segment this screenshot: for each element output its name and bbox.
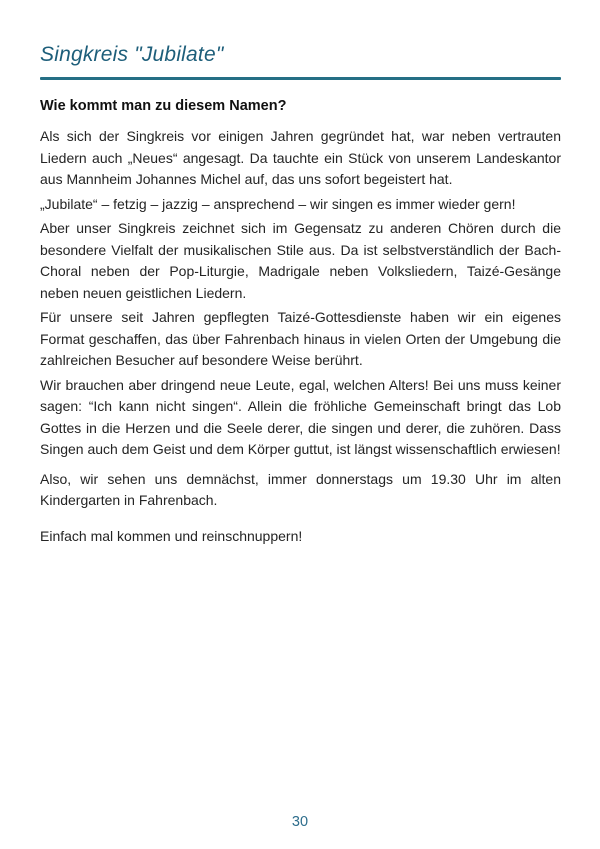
- page-title: Singkreis "Jubilate": [40, 43, 224, 66]
- page-footer: [0, 813, 600, 831]
- paragraph-meeting-time: Also, wir sehen uns demnächst, immer donnerstags um 19.30 Uhr im alten Kindergarten in Fahrenbach.: [40, 470, 561, 508]
- paragraph-new-members: Wir brauchen aber dringend neue Leute, egal, welchen Alters! Bei uns muss keiner sagen: “Ich kann nicht singen“. Allein die fröhliche Gemeinschaft bringt das Lob Gottes in die Herzen und die Seele derer, die singen und derer, die zuhören. Dass Singen auch dem Geist und dem Körper guttut, ist längst wissenschaftlich erwiesen!: [40, 376, 561, 457]
- paragraph-founding: Als sich der Singkreis vor einigen Jahren gegründet hat, war neben vertrauten Liedern auch „Neues“ angesagt. Da tauchte ein Stück von unserem Landeskantor aus Mannheim Johannes Michel auf, das uns sofort begeistert hat.: [40, 128, 561, 187]
- title-divider: [40, 77, 561, 80]
- paragraph-jubilate-motto: „Jubilate“ – fetzig – jazzig – ansprechend – wir singen es immer wieder gern!: [40, 195, 516, 212]
- paragraph-taize-services: Für unsere seit Jahren gepflegten Taizé-Gottesdienste haben wir ein eigenes Format geschaffen, das über Fahrenbach hinaus in vielen Orten der Umgebung die zahlreichen Besucher auf besondere Weise berührt.: [40, 309, 561, 368]
- page-number: 30: [291, 814, 309, 830]
- section-heading: Wie kommt man zu diesem Namen?: [40, 98, 287, 114]
- paragraph-invitation: Einfach mal kommen und reinschnuppern!: [40, 527, 303, 544]
- paragraph-musical-variety: Aber unser Singkreis zeichnet sich im Gegensatz zu anderen Chören durch die besondere Vielfalt der musikalischen Stile aus. Da ist selbstverständlich der Bach-Choral neben der Pop-Liturgie, Madrigale neben Volksliedern, Taizé-Gesänge neben neuen geistlichen Liedern.: [40, 220, 561, 301]
